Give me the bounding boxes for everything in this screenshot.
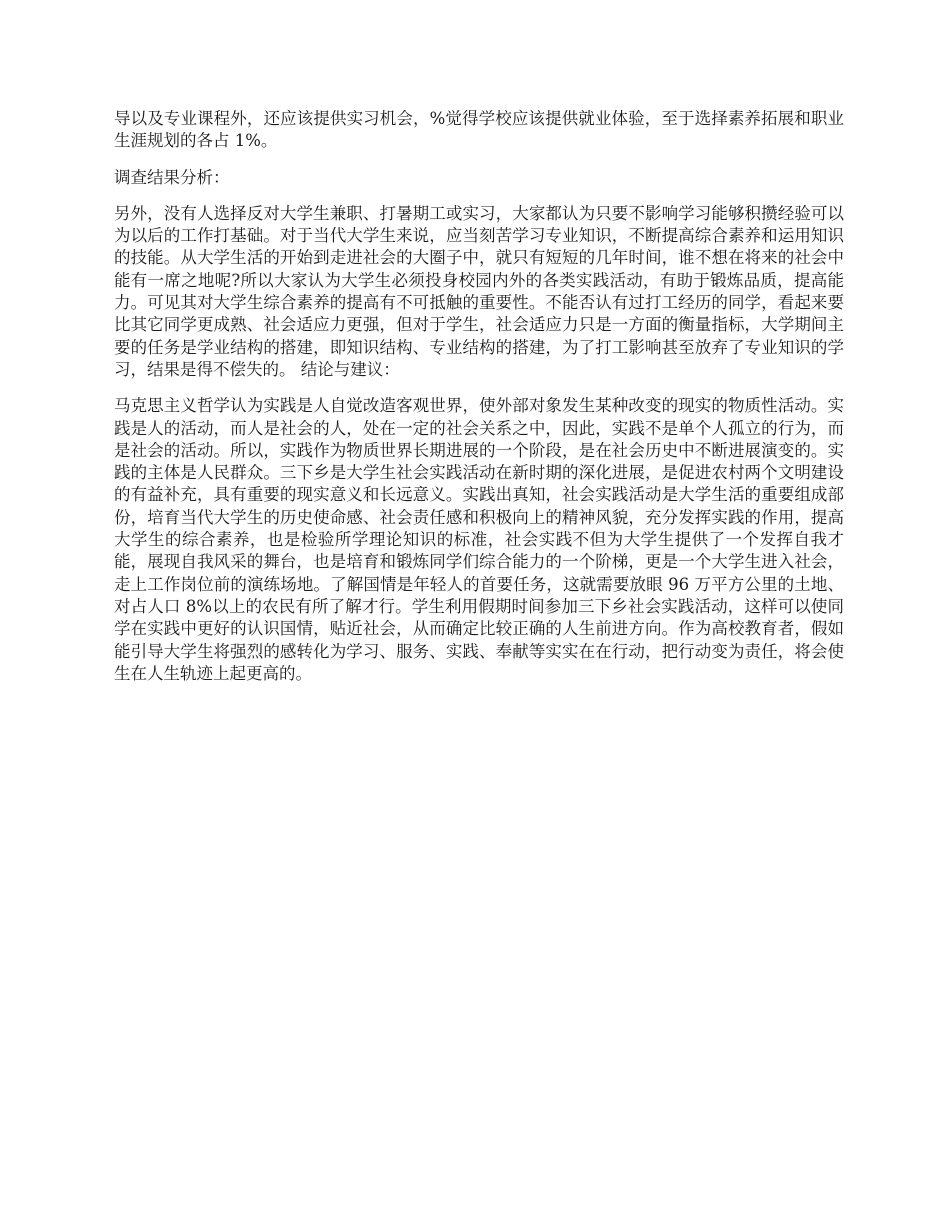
section-heading-survey-analysis: 调查结果分析： [114,167,230,187]
document-page [114,108,844,699]
paragraph-intro-continuation: 导以及专业课程外，还应该提供实习机会，%觉得学校应该提供就业体验，至于选择素养拓展和职业生涯规划的各占 1%。 [114,109,844,151]
paragraph-survey-analysis: 另外，没有人选择反对大学生兼职、打暑期工或实习，大家都认为只要不影响学习能够积攒经验可以为以后的工作打基础。对于当代大学生来说，应当刻苦学习专业知识，不断提高综合素养和运用知识的技能。从大学生活的开始到走进社会的大圈子中，就只有短短的几年时间，谁不想在将来的社会中能有一席之地呢?所以大家认为大学生必须投身校园内外的各类实践活动，有助于锻炼品质，提高能力。可见其对大学生综合素养的提高有不可抵触的重要性。不能否认有过打工经历的同学，看起来要比其它同学更成熟、社会适应力更强，但对于学生，社会适应力只是一方面的衡量指标，大学期间主要的任务是学业结构的搭建，即知识结构、专业结构的搭建，为了打工影响甚至放弃了专业知识的学习，结果是得不偿失的。 结论与建议： [114,203,844,379]
paragraph-conclusion: 马克思主义哲学认为实践是人自觉改造客观世界，使外部对象发生某种改变的现实的物质性活动。实践是人的活动，而人是社会的人，处在一定的社会关系之中，因此，实践不是单个人孤立的行为，而是社会的活动。所以，实践作为物质世界长期进展的一个阶段，是在社会历史中不断进展演变的。实践的主体是人民群众。三下乡是大学生社会实践活动在新时期的深化进展，是促进农村两个文明建设的有益补充，具有重要的现实意义和长远意义。实践出真知，社会实践活动是大学生活的重要组成部份，培育当代大学生的历史使命感、社会责任感和积极向上的精神风貌，充分发挥实践的作用，提高大学生的综合素养，也是检验所学理论知识的标准，社会实践不但为大学生提供了一个发挥自我才能，展现自我风采的舞台，也是培育和锻炼同学们综合能力的一个阶梯，更是一个大学生进入社会，走上工作岗位前的演练场地。了解国情是年轻人的首要任务，这就需要放眼 96 万平方公里的土地、对占人口 8%以上的农民有所了解才行。学生利用假期时间参加三下乡社会实践活动，这样可以使同学在实践中更好的认识国情，贴近社会，从而确定比较正确的人生前进方向。作为高校教育者，假如能引导大学生将强烈的感转化为学习、服务、实践、奉献等实实在在行动，把行动变为责任，将会使生在人生轨迹上起更高的。 [114,396,844,683]
